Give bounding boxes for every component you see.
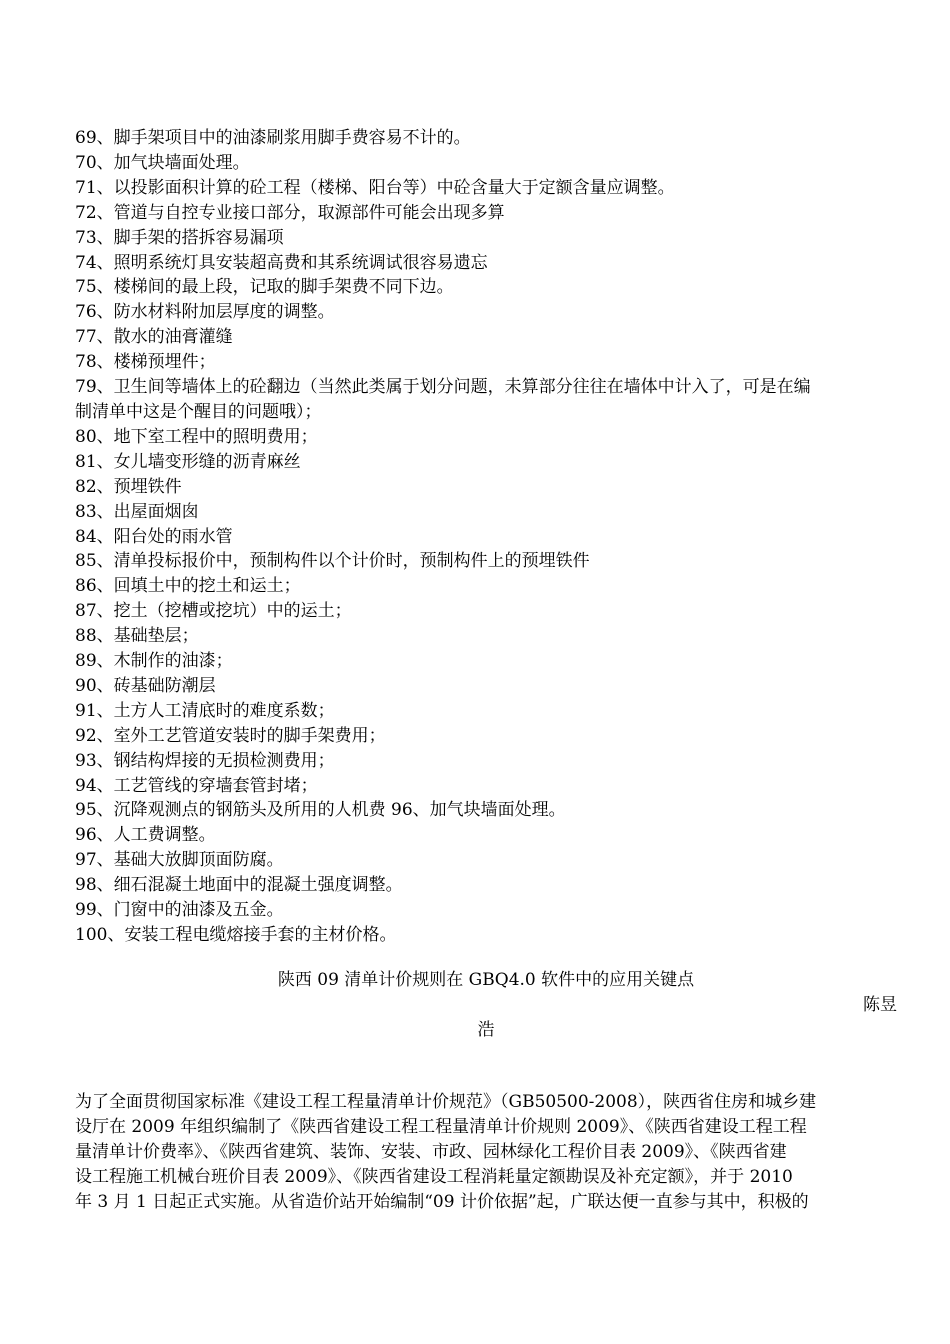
intro-paragraph (75, 1090, 897, 1215)
list-item: 78、楼梯预埋件； (75, 352, 216, 373)
list-item: 88、基础垫层； (75, 626, 199, 647)
paragraph-line: 为了全面贯彻国家标准《建设工程工程量清单计价规范》（GB50500-2008），陕西省住房和城乡建 (75, 1091, 817, 1112)
page-content (75, 126, 897, 1214)
list-item-continuation: 制清单中这是个醒目的问题哦）； (75, 401, 322, 422)
list-item: 92、室外工艺管道安装时的脚手架费用； (75, 725, 386, 746)
list-item: 100、安装工程电缆熔接手套的主材价格。 (75, 925, 397, 945)
paragraph-line: 设厅在 2009 年组织编制了《陕西省建设工程工程量清单计价规则 2009》、《陕西省建设工程工程 (75, 1116, 807, 1137)
list-item: 96、人工费调整。 (75, 825, 216, 846)
list-item: 75、楼梯间的最上段，记取的脚手架费不同下边。 (75, 277, 454, 298)
list-item: 79、卫生间等墙体上的砼翻边（当然此类属于划分问题，未算部分往往在墙体中计入了，可是在编 (75, 377, 811, 398)
list-item: 90、砖基础防潮层 (75, 675, 216, 696)
list-item: 69、脚手架项目中的油漆刷浆用脚手费容易不计的。 (75, 128, 471, 148)
list-item: 73、脚手架的搭拆容易漏项 (75, 227, 284, 248)
list-item: 91、土方人工清底时的难度系数； (75, 700, 335, 721)
paragraph-line: 量清单计价费率》、《陕西省建筑、装饰、安装、市政、园林绿化工程价目表 2009》、《陕西省建 (75, 1141, 787, 1162)
list-item: 97、基础大放脚顶面防腐。 (75, 850, 284, 871)
list-item: 89、木制作的油漆； (75, 651, 233, 672)
checklist (75, 126, 897, 948)
list-item: 72、管道与自控专业接口部分，取源部件可能会出现多算 (75, 202, 505, 223)
list-item: 70、加气块墙面处理。 (75, 152, 250, 173)
author-name-part1: 陈昱 (863, 994, 897, 1015)
list-item: 84、阳台处的雨水管 (75, 526, 233, 547)
list-item: 74、照明系统灯具安装超高费和其系统调试很容易遗忘 (75, 252, 488, 273)
paragraph-line: 设工程施工机械台班价目表 2009》、《陕西省建设工程消耗量定额勘误及补充定额》，并于 2010 (75, 1166, 793, 1187)
list-item: 94、工艺管线的穿墙套管封堵； (75, 775, 318, 796)
section-title: 陕西 09 清单计价规则在 GBQ4.0 软件中的应用关键点 (277, 969, 695, 990)
list-item: 71、以投影面积计算的砼工程（楼梯、阳台等）中砼含量大于定额含量应调整。 (75, 177, 675, 198)
paragraph-line: 年 3 月 1 日起正式实施。从省造价站开始编制“09 计价依据”起，广联达便一直参与其中，积极的 (75, 1191, 809, 1212)
list-item: 76、防水材料附加层厚度的调整。 (75, 302, 335, 323)
author-name-part2: 浩 (477, 1019, 495, 1040)
list-item: 80、地下室工程中的照明费用； (75, 426, 318, 447)
list-item: 85、清单投标报价中，预制构件以个计价时，预制构件上的预埋铁件 (75, 551, 590, 572)
list-item: 99、门窗中的油漆及五金。 (75, 900, 284, 921)
list-item: 98、细石混凝土地面中的混凝土强度调整。 (75, 875, 403, 896)
list-item: 81、女儿墙变形缝的沥青麻丝 (75, 451, 301, 472)
list-item: 86、回填土中的挖土和运土； (75, 576, 301, 597)
list-item: 93、钢结构焊接的无损检测费用； (75, 750, 335, 771)
list-item: 82、预埋铁件 (75, 476, 182, 497)
list-item: 87、挖土（挖槽或挖坑）中的运土； (75, 601, 352, 622)
list-item: 77、散水的油膏灌缝 (75, 327, 233, 348)
list-item: 95、沉降观测点的钢筋头及所用的人机费 96、加气块墙面处理。 (75, 800, 566, 821)
list-item: 83、出屋面烟囱 (75, 501, 199, 522)
